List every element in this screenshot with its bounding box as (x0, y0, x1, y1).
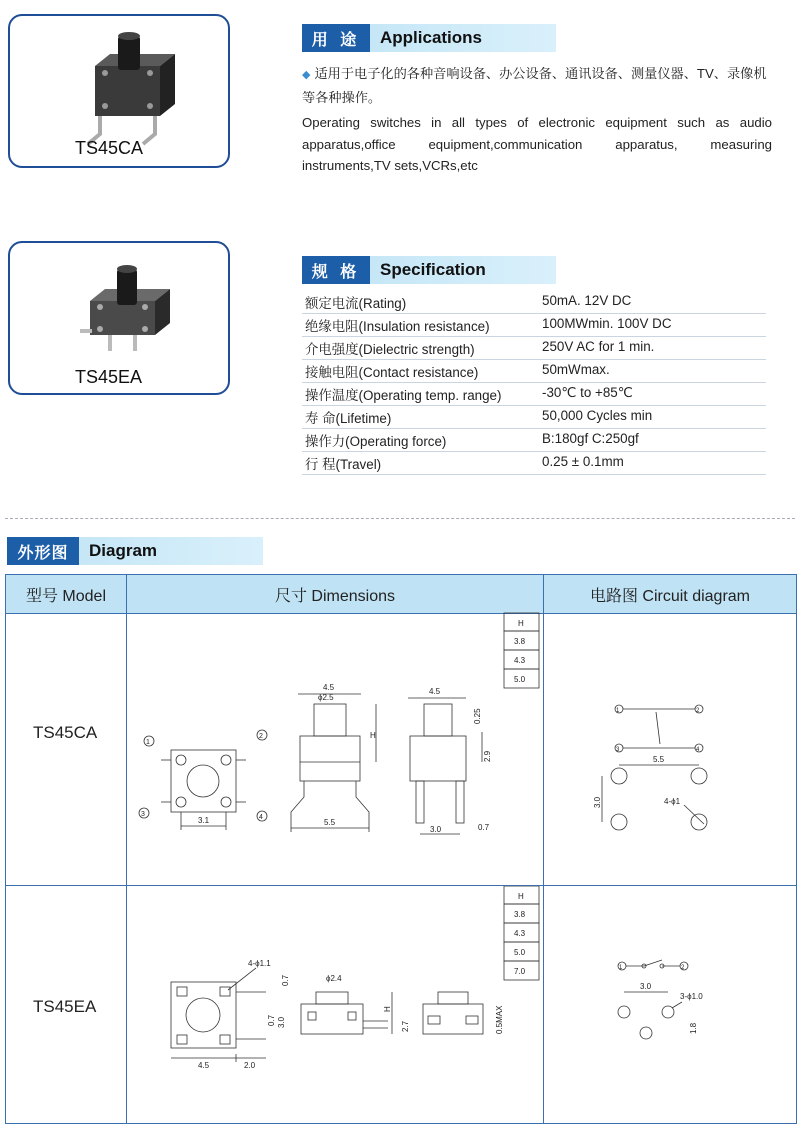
pin-label: 3 (141, 811, 145, 818)
h-header: H (518, 892, 524, 901)
dim-label: 0.7 (281, 974, 290, 986)
dim-label: 3.0 (593, 796, 602, 808)
pin-label: 4 (259, 814, 263, 821)
model-ts45ca: TS45CA (33, 723, 98, 742)
side-view (423, 992, 504, 1034)
dim-label: 3.0 (430, 825, 442, 834)
spec-value: 50mA. 12V DC (542, 293, 632, 308)
diagram-cn: 外形图 (7, 537, 79, 565)
top-view (139, 730, 267, 830)
spec-value: 50mWmax. (542, 362, 610, 377)
ts45ca-circuit-diagram (544, 612, 794, 884)
dim-label: 3.1 (198, 816, 210, 825)
ts45ca-dimension-drawing (126, 612, 542, 884)
spec-row (302, 382, 766, 406)
applications-header (302, 24, 556, 52)
applications-cn-line (302, 63, 772, 108)
spec-key: 行 程(Travel) (305, 457, 382, 472)
diagram-en: Diagram (89, 541, 158, 560)
spec-key: 寿 命(Lifetime) (305, 411, 392, 426)
front-view (301, 974, 410, 1034)
dim-label: 3.0 (640, 982, 652, 991)
spec-key: 介电强度(Dielectric strength) (305, 342, 475, 357)
bullet-icon: ◆ (302, 69, 311, 81)
h-value: 5.0 (514, 675, 526, 684)
dim-label: H (383, 1006, 392, 1012)
pin-label: 1 (616, 708, 620, 714)
spec-value: -30℃ to +85℃ (542, 385, 633, 400)
dim-label: 0.5MAX (495, 1005, 504, 1034)
spec-value: 50,000 Cycles min (542, 408, 653, 423)
product-card-ts45ea (8, 241, 230, 395)
dim-label: 4.5 (429, 687, 441, 696)
spec-row (302, 336, 766, 360)
pin-label: 1 (619, 965, 623, 971)
applications-text (302, 63, 772, 177)
spec-key: 操作温度(Operating temp. range) (305, 388, 502, 403)
spec-key: 额定电流(Rating) (305, 296, 407, 311)
header-dimensions: 尺寸 Dimensions (127, 575, 544, 614)
pin-label: 3 (616, 747, 620, 753)
dim-label: 5.5 (324, 818, 336, 827)
h-table (504, 886, 539, 980)
ts45ea-dimension-drawing (126, 886, 542, 1122)
diagram-header (7, 537, 263, 565)
product-label-ts45ea: TS45EA (75, 367, 143, 387)
h-value: 7.0 (514, 967, 526, 976)
specification-en: Specification (380, 260, 486, 279)
spec-value: 0.25 ± 0.1mm (542, 454, 624, 469)
spec-row (302, 405, 766, 429)
spec-value: 100MWmin. 100V DC (542, 316, 672, 331)
pin-label: 1 (146, 739, 150, 746)
model-ts45ea: TS45EA (33, 997, 97, 1016)
h-value: 4.3 (514, 929, 526, 938)
spec-row (302, 451, 766, 475)
spec-row (302, 313, 766, 337)
dim-label: 0.25 (473, 708, 482, 724)
ts45ea-circuit-diagram (544, 886, 794, 1122)
dim-label: ϕ2.4 (326, 974, 342, 983)
spec-row (302, 428, 766, 452)
dim-label: 4-ϕ1 (664, 797, 681, 806)
pin-label: 2 (696, 708, 700, 714)
applications-en-text: Operating switches in all types of electronic equipment such as audio apparatus,office equipment,communication apparatus, measuring instruments,TV sets,VCRs,etc (302, 115, 772, 173)
dim-label: 2.0 (244, 1061, 256, 1070)
h-header: H (518, 619, 524, 628)
applications-cn: 用 途 (302, 24, 370, 52)
h-value: 3.8 (514, 910, 526, 919)
dim-label: 4.5 (323, 683, 335, 692)
product-card-ts45ca (8, 14, 230, 168)
front-view (291, 683, 376, 832)
specification-cn: 规 格 (302, 256, 370, 284)
pin-label: 4 (696, 747, 700, 753)
specification-header (302, 256, 556, 284)
spec-value: 250V AC for 1 min. (542, 339, 655, 354)
spec-row (302, 290, 766, 314)
h-value: 4.3 (514, 656, 526, 665)
product-label-ts45ca: TS45CA (75, 138, 144, 158)
dim-label: 5.5 (653, 755, 665, 764)
dim-label: 0.7 (267, 1014, 276, 1026)
applications-en: Applications (380, 28, 483, 47)
top-view (171, 959, 290, 1070)
pin-label: 2 (681, 965, 685, 971)
dim-label: 3-ϕ1.0 (680, 992, 703, 1001)
pin-label: 2 (259, 733, 263, 740)
h-value: 5.0 (514, 948, 526, 957)
h-table (504, 613, 539, 688)
dim-label: 4-ϕ1.1 (248, 959, 271, 968)
dim-label: 2.9 (483, 750, 492, 762)
header-circuit: 电路图 Circuit diagram (544, 575, 796, 614)
dim-label: 1.8 (689, 1022, 698, 1034)
spec-key: 绝缘电阻(Insulation resistance) (305, 319, 490, 334)
spec-key: 接触电阻(Contact resistance) (305, 365, 479, 380)
spec-key: 操作力(Operating force) (305, 434, 447, 449)
h-value: 3.8 (514, 637, 526, 646)
dim-label: 3.0 (277, 1016, 286, 1028)
spec-value: B:180gf C:250gf (542, 431, 639, 446)
dim-label: H (370, 731, 376, 740)
applications-cn-text: 适用于电子化的各种音响设备、办公设备、通讯设备、测量仪器、TV、录像机等各种操作。 (302, 66, 767, 105)
diagram-rule (5, 518, 795, 519)
dim-label: 0.7 (478, 823, 490, 832)
dim-label: ϕ2.5 (318, 693, 334, 702)
header-model: 型号 Model (6, 575, 127, 614)
spec-row (302, 359, 766, 383)
dim-label: 4.5 (198, 1061, 210, 1070)
side-view (408, 687, 492, 834)
dim-label: 2.7 (401, 1020, 410, 1032)
